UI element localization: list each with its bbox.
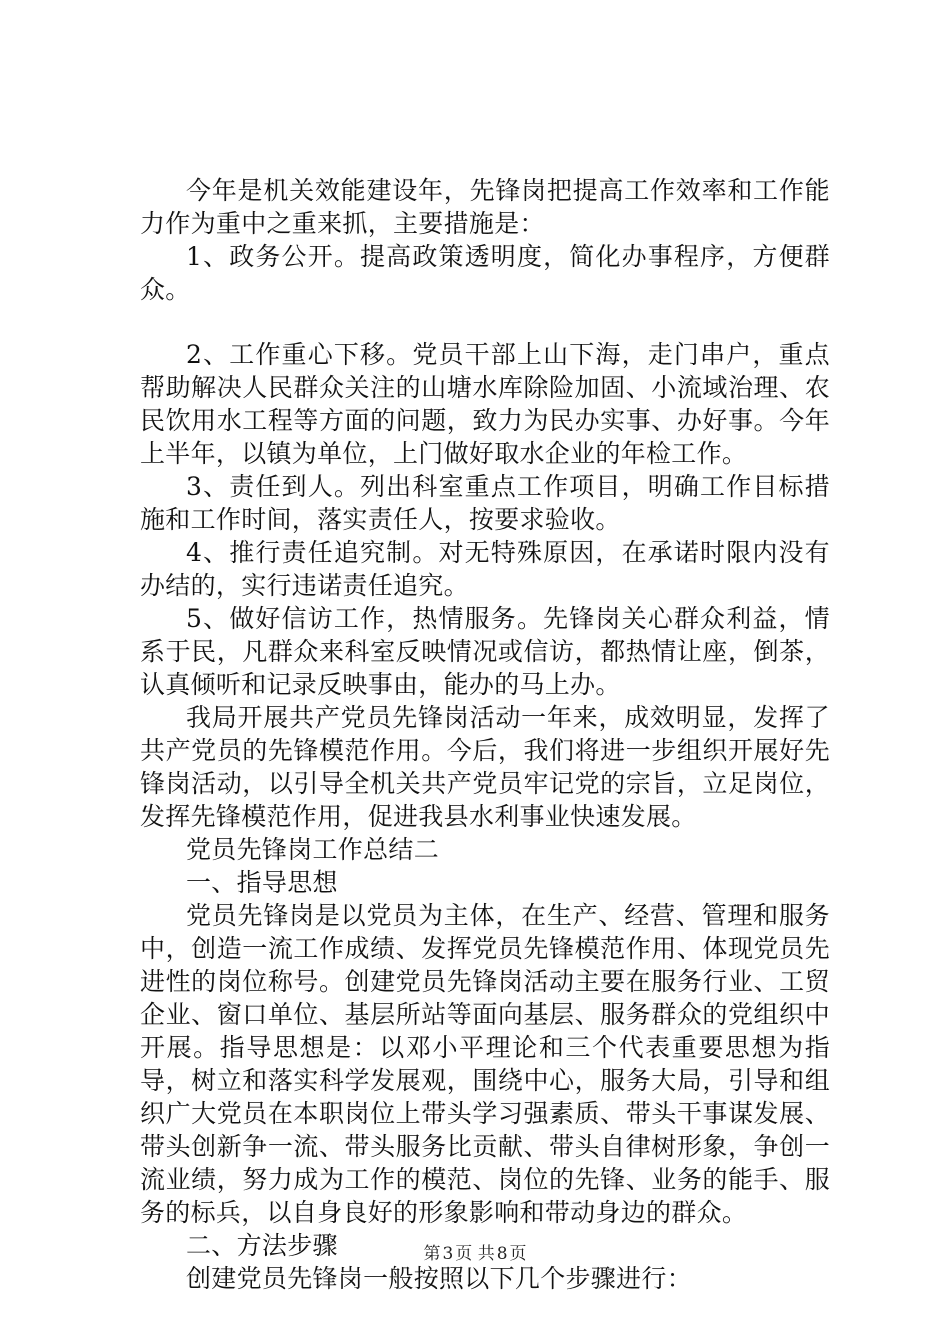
heading-methods: 二、方法步骤: [186, 1231, 338, 1260]
page-footer: [0, 1243, 950, 1265]
paragraph-guiding-thought: 党员先锋岗是以党员为主体，在生产、经营、管理和服务中，创造一流工作成绩、发挥党员先锋模范作用、体现党员先进性的岗位称号。创建党员先锋岗活动主要在服务行业、工贸企业、窗口单位、基层所站等面向基层、服务群众的党组织中开展。指导思想是：以邓小平理论和三个代表重要思想为指导，树立和落实科学发展观，围绕中心，服务大局，引导和组织广大党员在本职岗位上带头学习强素质、带头干事谋发展、带头创新争一流、带头服务比贡献、带头自律树形象，争创一流业绩，努力成为工作的模范、岗位的先锋、业务的能手、服务的标兵，以自身良好的形象影响和带动身边的群众。: [140, 901, 830, 1227]
paragraph-item-2: 2、工作重心下移。党员干部上山下海，走门串户，重点帮助解决人民群众关注的山塘水库除险加固、小流域治理、农民饮用水工程等方面的问题，致力为民办实事、办好事。今年上半年，以镇为单位，上门做好取水企业的年检工作。: [140, 340, 830, 468]
paragraph-methods: 创建党员先锋岗一般按照以下几个步骤进行：: [186, 1264, 693, 1293]
page-label-prefix: 第: [423, 1244, 441, 1264]
page-label-suffix: 页: [509, 1244, 527, 1264]
page-total: 8: [496, 1244, 508, 1264]
heading-guiding-thought: 一、指导思想: [186, 868, 338, 897]
paragraph-item-3: 3、责任到人。列出科室重点工作项目，明确工作目标措施和工作时间，落实责任人，按要求验收。: [140, 472, 830, 534]
page-current: 3: [442, 1244, 454, 1264]
paragraph-item-4: 4、推行责任追究制。对无特殊原因，在承诺时限内没有办结的，实行违诺责任追究。: [140, 538, 830, 600]
page-label-mid: 页 共: [455, 1244, 495, 1264]
paragraph-item-5: 5、做好信访工作，热情服务。先锋岗关心群众利益，情系于民，凡群众来科室反映情况或信访，都热情让座，倒茶，认真倾听和记录反映事由，能办的马上办。: [140, 604, 830, 699]
paragraph-item-1: 1、政务公开。提高政策透明度，简化办事程序，方便群众。: [140, 242, 830, 304]
document-body: [140, 174, 830, 1295]
blank-line: [140, 306, 830, 338]
paragraph-intro: 今年是机关效能建设年，先锋岗把提高工作效率和工作能力作为重中之重来抓，主要措施是：: [140, 176, 830, 238]
section-title: 党员先锋岗工作总结二: [186, 835, 440, 864]
paragraph-conclusion: 我局开展共产党员先锋岗活动一年来，成效明显，发挥了共产党员的先锋模范作用。今后，我们将进一步组织开展好先锋岗活动，以引导全机关共产党员牢记党的宗旨，立足岗位，发挥先锋模范作用，促进我县水利事业快速发展。: [140, 703, 830, 831]
